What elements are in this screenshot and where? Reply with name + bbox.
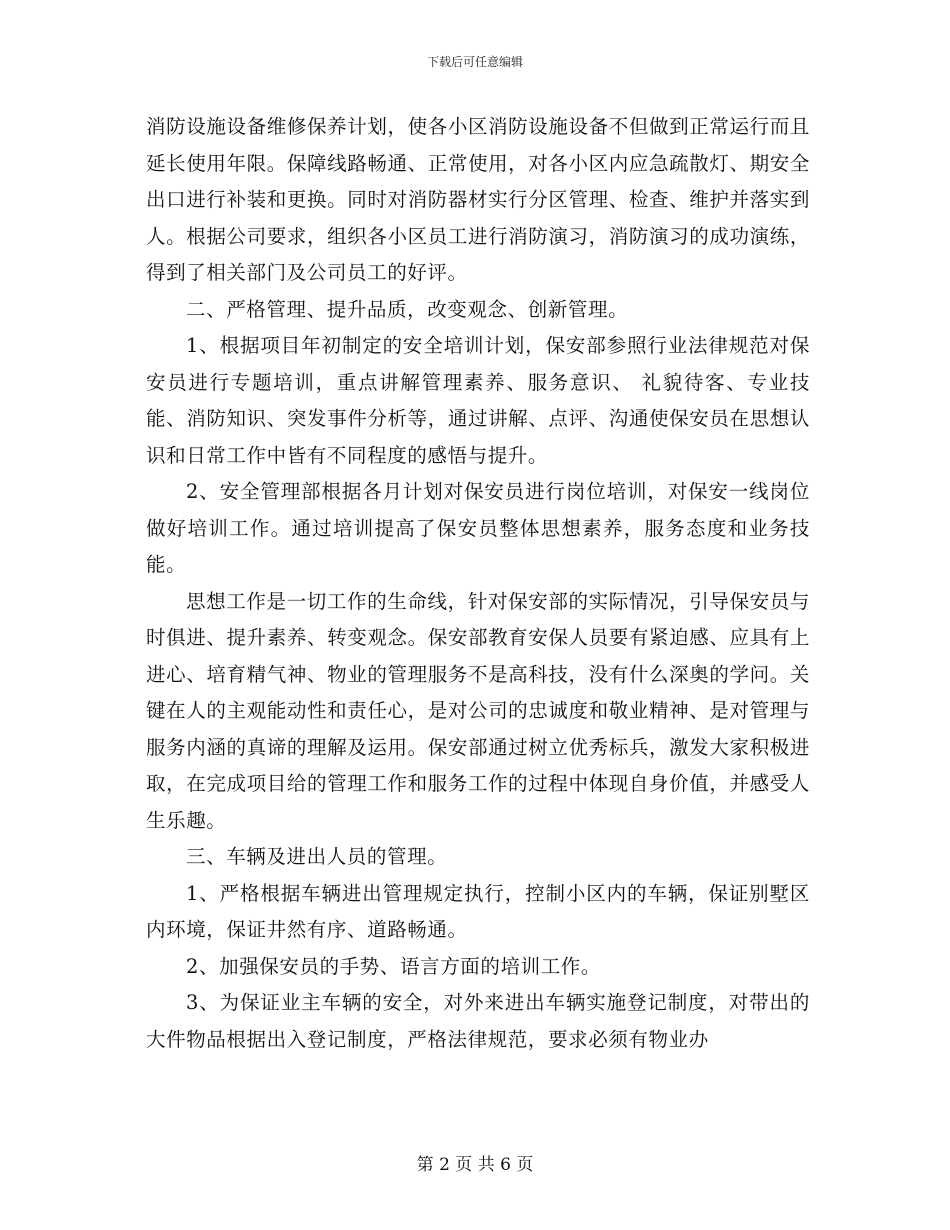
section-heading-3: 三、车辆及进出人员的管理。 (186, 845, 448, 868)
section-heading-2: 二、严格管理、提升品质，改变观念、创新管理。 (186, 297, 629, 321)
page-number-footer: 第 2 页 共 6 页 (416, 1155, 534, 1175)
paragraph-ideological-work: 思想工作是一切工作的生命线，针对保安部的实际情况，引导保安员与时俱进、提升素养、转变观念。保安部教育安保人员要有紧迫感、应具有上进心、培育精气神、物业的管理服务不是高科技，没有什么深奥的学问。关键在人的主观能动性和责任心，是对公司的忠诚度和敬业精神、是对管理与服务内涵的真谛的理解及运用。保安部通过树立优秀标兵，激发大家积极进取，在完成项目给的管理工作和服务工作的过程中体现自身价值，并感受人生乐趣。 (146, 589, 810, 832)
page-header-note: 下载后可任意编辑 (426, 55, 523, 69)
paragraph-vehicle-registration: 3、为保证业主车辆的安全，对外来进出车辆实施登记制度，对带出的大件物品根据出入登记制度，严格法律规范，要求必须有物业办 (146, 991, 810, 1051)
paragraph-fire-facilities: 消防设施设备维修保养计划，使各小区消防设施设备不但做到正常运行而且延长使用年限。保障线路畅通、正常使用，对各小区内应急疏散灯、期安全出口进行补装和更换。同时对消防器材实行分区管理、检查、维护并落实到人。根据公司要求，组织各小区员工进行消防演习，消防演习的成功演练，得到了相关部门及公司员工的好评。 (146, 115, 810, 284)
paragraph-post-training: 2、安全管理部根据各月计划对保安员进行岗位培训，对保安一线岗位做好培训工作。通过培训提高了保安员整体思想素养，服务态度和业务技能。 (146, 480, 810, 576)
paragraph-gesture-training: 2、加强保安员的手势、语言方面的培训工作。 (186, 954, 602, 978)
document-body (146, 109, 810, 1058)
paragraph-training-plan: 1、根据项目年初制定的安全培训计划，保安部参照行业法律规范对保安员进行专题培训，重点讲解管理素养、服务意识、 礼貌待客、专业技能、消防知识、突发事件分析等，通过讲解、点评、沟通使保安员在思想认识和日常工作中皆有不同程度的感悟与提升。 (146, 334, 810, 467)
paragraph-vehicle-rules: 1、严格根据车辆进出管理规定执行，控制小区内的车辆，保证别墅区内环境，保证井然有序、道路畅通。 (146, 881, 810, 941)
